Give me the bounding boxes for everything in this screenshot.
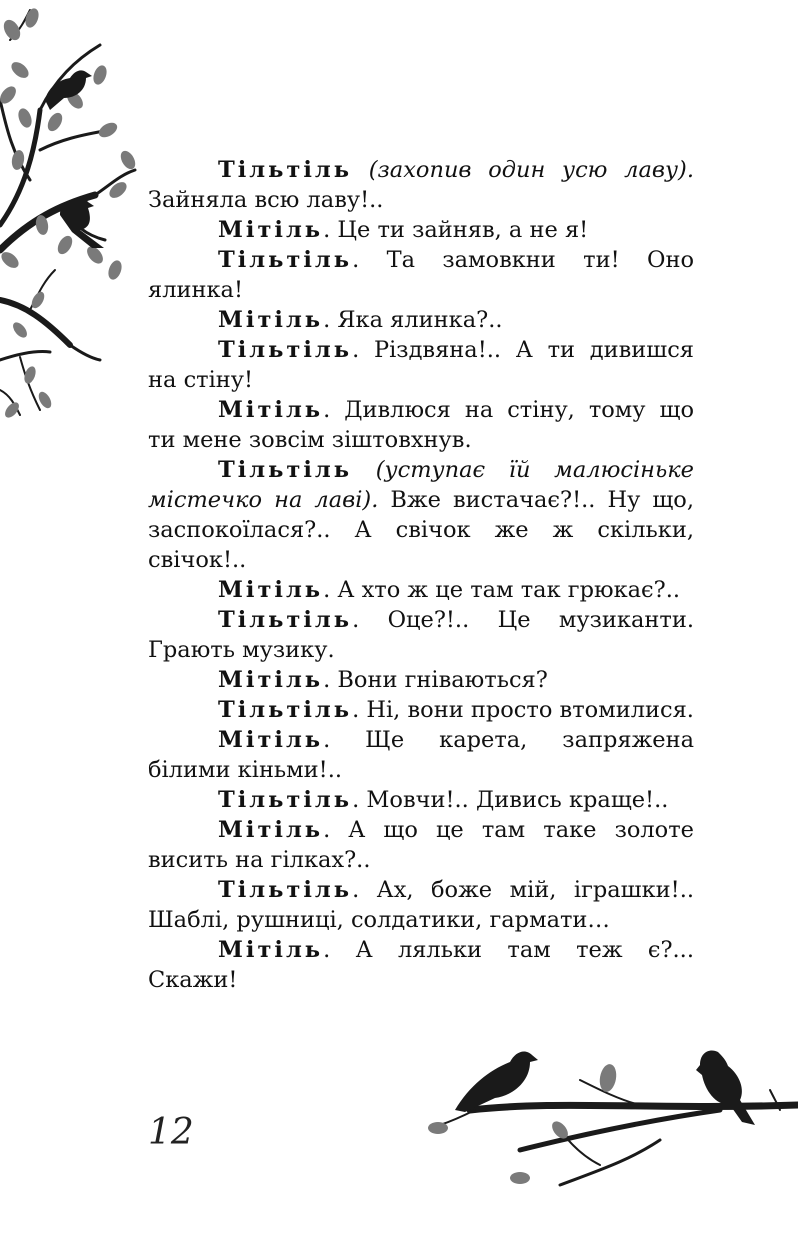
line-text: . А що це там таке золоте висить на гілках?.. — [148, 817, 694, 873]
speaker-name: Тільтіль — [218, 247, 353, 273]
speaker-name: Тільтіль — [218, 877, 353, 903]
dialogue-line — [148, 305, 694, 335]
speaker-name: Мітіль — [218, 217, 324, 243]
dialogue-line — [148, 875, 694, 935]
speaker-name: Мітіль — [218, 307, 324, 333]
speaker-name: Тільтіль — [218, 697, 353, 723]
speaker-name: Мітіль — [218, 937, 324, 963]
dialogue-line — [148, 935, 694, 995]
dialogue-line — [148, 215, 694, 245]
dialogue-line — [148, 155, 694, 215]
line-text: . Ах, боже мій, іграшки!.. Шаблі, рушниці, солдатики, гармати… — [148, 877, 694, 933]
dialogue-line — [148, 695, 694, 725]
line-text: . Вони гніваються? — [323, 667, 548, 693]
line-text: Зайняла всю лаву!.. — [148, 187, 384, 213]
dialogue-line — [148, 815, 694, 875]
tree-branch-with-birds-icon — [0, 0, 150, 440]
line-text: . Ще карета, запряжена білими кіньми!.. — [148, 727, 694, 783]
line-text: . А ляльки там теж є?... Скажи! — [148, 937, 694, 993]
dialogue-line — [148, 575, 694, 605]
line-text: . Оце?!.. Це музиканти. Грають музику. — [148, 607, 694, 663]
speaker-name: Тільтіль — [218, 457, 353, 483]
speaker-name: Мітіль — [218, 667, 324, 693]
line-text: . А хто ж це там так грюкає?.. — [323, 577, 681, 603]
stage-direction: (уступає їй малюсіньке містечко на лаві). — [148, 457, 694, 513]
speaker-name: Тільтіль — [218, 607, 353, 633]
speaker-name: Мітіль — [218, 817, 324, 843]
dialogue-line — [148, 395, 694, 455]
dialogue-line — [148, 245, 694, 305]
line-text: . Дивлюся на стіну, тому що ти мене зовсім зіштовхнув. — [148, 397, 694, 453]
stage-direction: (захопив один усю лаву). — [368, 157, 694, 183]
line-text: . Та замовкни ти! Оно ялинка! — [148, 247, 694, 303]
dialogue-line — [148, 665, 694, 695]
line-text: Вже вистачає?!.. Ну що, заспокоїлася?.. А свічок же ж скільки, свічок!.. — [148, 487, 694, 573]
dialogue-line — [148, 785, 694, 815]
speaker-name: Мітіль — [218, 727, 324, 753]
dialogue-line — [148, 605, 694, 665]
line-text: . Різдвяна!.. А ти дивишся на стіну! — [148, 337, 694, 393]
line-text: . Ні, вони просто втомилися. — [352, 697, 694, 723]
dialogue-line — [148, 335, 694, 395]
line-text: . Мовчи!.. Дивись краще!.. — [352, 787, 669, 813]
dialogue-line — [148, 455, 694, 575]
speaker-name: Мітіль — [218, 577, 324, 603]
line-text: . Яка ялинка?.. — [323, 307, 503, 333]
speaker-name: Тільтіль — [218, 787, 353, 813]
dialogue-line — [148, 725, 694, 785]
speaker-name: Тільтіль — [218, 337, 353, 363]
line-text: . Це ти зайняв, а не я! — [323, 217, 589, 243]
speaker-name: Мітіль — [218, 397, 324, 423]
speaker-name: Тільтіль — [218, 157, 353, 183]
play-dialogue — [148, 155, 694, 995]
page-number: 12 — [148, 1112, 194, 1153]
